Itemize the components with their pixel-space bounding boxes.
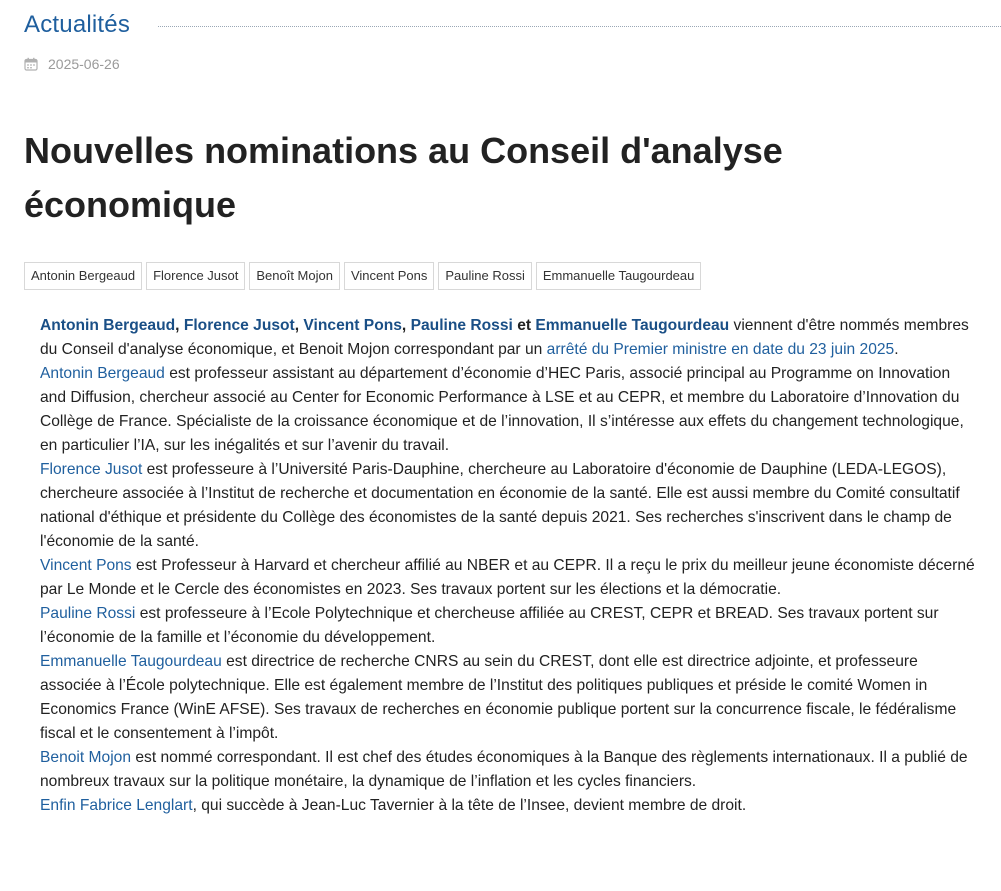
- intro-text: viennent d'être nommés membres du Conseil d'analyse économique, et Benoit Mojon correspondant par un: [40, 317, 969, 358]
- link-florence-jusot-intro[interactable]: Florence Jusot: [183, 317, 295, 334]
- article-date: [24, 54, 120, 74]
- calendar-icon: [24, 57, 38, 71]
- link-emmanuelle-taugourdeau-intro[interactable]: Emmanuelle Taugourdeau: [535, 317, 730, 334]
- article-title: Nouvelles nominations au Conseil d'analyse économique: [24, 130, 783, 225]
- bio-paragraph: [40, 746, 980, 794]
- bio-paragraph: [40, 362, 980, 458]
- bio-text: est professeure à l’Ecole Polytechnique et chercheuse affiliée au CREST, CEPR et BREAD. Ses travaux portent sur l’économie de la famille et l’économie du développement.: [40, 605, 939, 646]
- link-antonin-bergeaud[interactable]: Antonin Bergeaud: [40, 365, 165, 382]
- link-emmanuelle-taugourdeau[interactable]: Emmanuelle Taugourdeau: [40, 653, 222, 670]
- tag-antonin-bergeaud[interactable]: Antonin Bergeaud: [24, 262, 142, 290]
- link-fabrice-lenglart[interactable]: Enfin Fabrice Lenglart: [40, 797, 193, 814]
- link-arrete-premier-ministre[interactable]: arrêté du Premier ministre en date du 23 juin 2025: [546, 341, 895, 358]
- link-vincent-pons-intro[interactable]: Vincent Pons: [303, 317, 402, 334]
- bio-paragraph: [40, 794, 980, 818]
- tag-pauline-rossi[interactable]: Pauline Rossi: [438, 262, 532, 290]
- tag-list: [24, 262, 701, 290]
- intro-and: et: [512, 317, 536, 334]
- tag-florence-jusot[interactable]: Florence Jusot: [146, 262, 245, 290]
- section-header: [24, 8, 1001, 42]
- link-antonin-bergeaud-intro[interactable]: Antonin Bergeaud: [40, 317, 176, 334]
- bio-text: est directrice de recherche CNRS au sein du CREST, dont elle est directrice adjointe, et professeure associée à l’École polytechnique. Elle est également membre de l’Institut des politiques publiques et préside le comité Women in Economics France (WinE AFSE). Ses travaux de recherches en économie publique portent sur la concurrence fiscale, le fédéralisme fiscal et le consentement à l’impôt.: [40, 653, 957, 742]
- intro-separator: ,: [175, 317, 184, 334]
- bio-text: , qui succède à Jean-Luc Tavernier à la tête de l’Insee, devient membre de droit.: [192, 797, 747, 814]
- intro-text-end: .: [894, 341, 899, 358]
- article-date-text: 2025-06-26: [48, 56, 120, 72]
- bio-paragraph: [40, 602, 980, 650]
- bio-text: est Professeur à Harvard et chercheur affilié au NBER et au CEPR. Il a reçu le prix du meilleur jeune économiste décerné par Le Monde et le Cercle des économistes en 2023. Ses travaux portent sur les élections et la démocratie.: [40, 557, 975, 598]
- tag-vincent-pons[interactable]: Vincent Pons: [344, 262, 434, 290]
- bio-paragraph: [40, 554, 980, 602]
- intro-paragraph: [40, 314, 980, 362]
- bio-text: est professeure à l’Université Paris-Dauphine, chercheure au Laboratoire d'économie de Dauphine (LEDA-LEGOS), chercheure associée à l’Institut de recherche et documentation en économie de la santé. Elle est aussi membre du Comité consultatif national d'éthique et présidente du Collège des économistes de la santé depuis 2021. Ses recherches s'inscrivent dans le champ de l'économie de la santé.: [40, 461, 960, 550]
- bio-paragraph: [40, 650, 980, 746]
- article-body: [40, 314, 980, 818]
- bio-paragraph: [40, 458, 980, 554]
- section-title: Actualités: [24, 11, 131, 38]
- intro-separator: ,: [294, 317, 304, 334]
- link-vincent-pons[interactable]: Vincent Pons: [40, 557, 132, 574]
- intro-separator: ,: [401, 317, 411, 334]
- link-benoit-mojon[interactable]: Benoit Mojon: [40, 749, 132, 766]
- section-divider: [158, 26, 1001, 27]
- link-pauline-rossi-intro[interactable]: Pauline Rossi: [410, 317, 513, 334]
- link-florence-jusot[interactable]: Florence Jusot: [40, 461, 143, 478]
- bio-text: est nommé correspondant. Il est chef des études économiques à la Banque des règlements internationaux. Il a publié de nombreux travaux sur la politique monétaire, la dynamique de l’inflation et les cycles financiers.: [40, 749, 968, 790]
- link-pauline-rossi[interactable]: Pauline Rossi: [40, 605, 136, 622]
- bio-text: est professeur assistant au département d’économie d’HEC Paris, associé principal au Programme on Innovation and Diffusion, chercheur associé au Center for Economic Performance à LSE et au CEPR, et membre du Laboratoire d’Innovation du Collège de France. Spécialiste de la croissance économique et de l’innovation, Il s’intéresse aux effets du changement technologique, en particulier l’IA, sur les inégalités et sur l’avenir du travail.: [40, 365, 964, 454]
- tag-benoit-mojon[interactable]: Benoît Mojon: [249, 262, 340, 290]
- tag-emmanuelle-taugourdeau[interactable]: Emmanuelle Taugourdeau: [536, 262, 702, 290]
